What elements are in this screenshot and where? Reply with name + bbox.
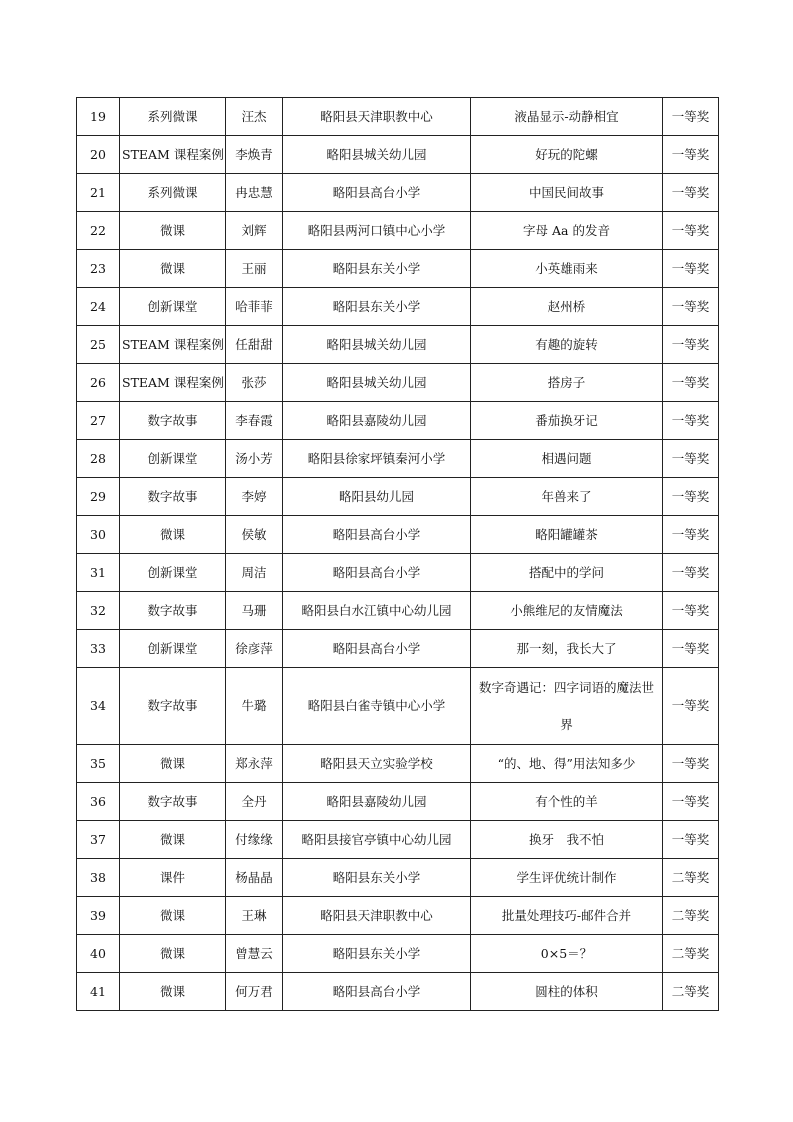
row-name: 李春霞 [226, 402, 283, 440]
row-name: 牛璐 [226, 668, 283, 745]
table-row [77, 174, 719, 212]
row-name: 周洁 [226, 554, 283, 592]
awards-table [76, 97, 719, 1011]
row-category: 数字故事 [120, 402, 226, 440]
row-school: 略阳县东关小学 [283, 288, 471, 326]
table-row [77, 402, 719, 440]
table-row [77, 212, 719, 250]
row-category: STEAM 课程案例 [120, 136, 226, 174]
row-name: 全丹 [226, 783, 283, 821]
row-school: 略阳县东关小学 [283, 859, 471, 897]
row-award: 一等奖 [663, 516, 719, 554]
row-school: 略阳县城关幼儿园 [283, 364, 471, 402]
row-number: 29 [77, 478, 120, 516]
row-school: 略阳县徐家坪镇秦河小学 [283, 440, 471, 478]
row-category: 系列微课 [120, 174, 226, 212]
row-name: 李婷 [226, 478, 283, 516]
row-work: 换牙 我不怕 [471, 821, 663, 859]
row-work: 批量处理技巧-邮件合并 [471, 897, 663, 935]
row-award: 一等奖 [663, 250, 719, 288]
row-number: 39 [77, 897, 120, 935]
row-name: 汪杰 [226, 98, 283, 136]
row-school: 略阳县高台小学 [283, 516, 471, 554]
row-work: “的、地、得”用法知多少 [471, 745, 663, 783]
row-award: 一等奖 [663, 630, 719, 668]
table-row [77, 440, 719, 478]
row-number: 21 [77, 174, 120, 212]
row-award: 一等奖 [663, 745, 719, 783]
row-name: 徐彦萍 [226, 630, 283, 668]
row-number: 27 [77, 402, 120, 440]
row-school: 略阳县天津职教中心 [283, 98, 471, 136]
row-category: 数字故事 [120, 783, 226, 821]
row-name: 曾慧云 [226, 935, 283, 973]
table-row [77, 288, 719, 326]
row-name: 郑永萍 [226, 745, 283, 783]
row-work: 小熊维尼的友情魔法 [471, 592, 663, 630]
row-number: 32 [77, 592, 120, 630]
row-number: 37 [77, 821, 120, 859]
table-row [77, 668, 719, 745]
table-row [77, 478, 719, 516]
row-work: 略阳罐罐茶 [471, 516, 663, 554]
row-work: 学生评优统计制作 [471, 859, 663, 897]
row-category: 微课 [120, 516, 226, 554]
row-name: 王琳 [226, 897, 283, 935]
row-category: STEAM 课程案例 [120, 326, 226, 364]
row-name: 哈菲菲 [226, 288, 283, 326]
row-name: 王丽 [226, 250, 283, 288]
row-award: 一等奖 [663, 174, 719, 212]
row-award: 二等奖 [663, 859, 719, 897]
row-school: 略阳县高台小学 [283, 630, 471, 668]
row-award: 一等奖 [663, 821, 719, 859]
row-name: 任甜甜 [226, 326, 283, 364]
row-award: 二等奖 [663, 935, 719, 973]
table-row [77, 136, 719, 174]
row-school: 略阳县两河口镇中心小学 [283, 212, 471, 250]
row-category: 数字故事 [120, 592, 226, 630]
row-award: 二等奖 [663, 897, 719, 935]
awards-table-body [77, 98, 719, 1011]
row-number: 33 [77, 630, 120, 668]
row-number: 38 [77, 859, 120, 897]
row-work: 中国民间故事 [471, 174, 663, 212]
row-work: 小英雄雨来 [471, 250, 663, 288]
row-category: 微课 [120, 935, 226, 973]
row-name: 汤小芳 [226, 440, 283, 478]
table-row [77, 897, 719, 935]
row-number: 35 [77, 745, 120, 783]
row-name: 马珊 [226, 592, 283, 630]
row-work: 圆柱的体积 [471, 973, 663, 1011]
row-category: 系列微课 [120, 98, 226, 136]
row-award: 二等奖 [663, 973, 719, 1011]
row-name: 何万君 [226, 973, 283, 1011]
row-category: 数字故事 [120, 478, 226, 516]
row-award: 一等奖 [663, 364, 719, 402]
row-award: 一等奖 [663, 554, 719, 592]
row-school: 略阳县城关幼儿园 [283, 136, 471, 174]
row-school: 略阳县幼儿园 [283, 478, 471, 516]
row-number: 30 [77, 516, 120, 554]
row-school: 略阳县天津职教中心 [283, 897, 471, 935]
row-work: 相遇问题 [471, 440, 663, 478]
table-row [77, 364, 719, 402]
row-award: 一等奖 [663, 440, 719, 478]
row-award: 一等奖 [663, 326, 719, 364]
row-number: 22 [77, 212, 120, 250]
row-category: 创新课堂 [120, 440, 226, 478]
table-row [77, 516, 719, 554]
row-number: 41 [77, 973, 120, 1011]
row-work: 有趣的旋转 [471, 326, 663, 364]
table-row [77, 98, 719, 136]
row-school: 略阳县东关小学 [283, 935, 471, 973]
row-work: 年兽来了 [471, 478, 663, 516]
table-row [77, 554, 719, 592]
table-row [77, 745, 719, 783]
row-work: 那一刻，我长大了 [471, 630, 663, 668]
row-school: 略阳县城关幼儿园 [283, 326, 471, 364]
row-work: 番茄换牙记 [471, 402, 663, 440]
row-number: 26 [77, 364, 120, 402]
row-award: 一等奖 [663, 668, 719, 745]
row-number: 34 [77, 668, 120, 745]
row-school: 略阳县高台小学 [283, 554, 471, 592]
row-award: 一等奖 [663, 592, 719, 630]
row-category: 微课 [120, 821, 226, 859]
row-work: 赵州桥 [471, 288, 663, 326]
row-work: 字母 Aa 的发音 [471, 212, 663, 250]
table-row [77, 326, 719, 364]
row-number: 31 [77, 554, 120, 592]
row-award: 一等奖 [663, 288, 719, 326]
row-category: 微课 [120, 897, 226, 935]
row-work: 好玩的陀螺 [471, 136, 663, 174]
table-row [77, 592, 719, 630]
row-school: 略阳县白水江镇中心幼儿园 [283, 592, 471, 630]
row-number: 23 [77, 250, 120, 288]
row-name: 付缘缘 [226, 821, 283, 859]
table-row [77, 935, 719, 973]
row-category: 创新课堂 [120, 630, 226, 668]
row-name: 冉忠慧 [226, 174, 283, 212]
row-number: 28 [77, 440, 120, 478]
row-number: 19 [77, 98, 120, 136]
row-school: 略阳县天立实验学校 [283, 745, 471, 783]
row-award: 一等奖 [663, 212, 719, 250]
row-school: 略阳县白雀寺镇中心小学 [283, 668, 471, 745]
row-school: 略阳县高台小学 [283, 174, 471, 212]
row-category: 微课 [120, 973, 226, 1011]
row-category: 课件 [120, 859, 226, 897]
row-name: 张莎 [226, 364, 283, 402]
row-school: 略阳县东关小学 [283, 250, 471, 288]
row-name: 侯敏 [226, 516, 283, 554]
row-category: 数字故事 [120, 668, 226, 745]
table-row [77, 973, 719, 1011]
row-award: 一等奖 [663, 783, 719, 821]
row-school: 略阳县嘉陵幼儿园 [283, 783, 471, 821]
row-name: 刘辉 [226, 212, 283, 250]
row-category: 微课 [120, 212, 226, 250]
row-work: 搭配中的学问 [471, 554, 663, 592]
row-category: 微课 [120, 745, 226, 783]
row-number: 24 [77, 288, 120, 326]
row-work: 数字奇遇记：四字词语的魔法世界 [471, 668, 663, 745]
row-category: 创新课堂 [120, 554, 226, 592]
row-number: 40 [77, 935, 120, 973]
row-award: 一等奖 [663, 136, 719, 174]
row-school: 略阳县高台小学 [283, 973, 471, 1011]
row-category: 创新课堂 [120, 288, 226, 326]
row-work: 液晶显示-动静相宜 [471, 98, 663, 136]
row-school: 略阳县接官亭镇中心幼儿园 [283, 821, 471, 859]
row-number: 36 [77, 783, 120, 821]
table-row [77, 250, 719, 288]
table-row [77, 630, 719, 668]
table-row [77, 783, 719, 821]
table-row [77, 821, 719, 859]
row-name: 杨晶晶 [226, 859, 283, 897]
row-work: 有个性的羊 [471, 783, 663, 821]
row-award: 一等奖 [663, 402, 719, 440]
row-category: STEAM 课程案例 [120, 364, 226, 402]
row-name: 李焕青 [226, 136, 283, 174]
row-work: 0×5＝？ [471, 935, 663, 973]
table-row [77, 859, 719, 897]
row-award: 一等奖 [663, 478, 719, 516]
row-school: 略阳县嘉陵幼儿园 [283, 402, 471, 440]
row-award: 一等奖 [663, 98, 719, 136]
row-category: 微课 [120, 250, 226, 288]
row-work: 搭房子 [471, 364, 663, 402]
row-number: 25 [77, 326, 120, 364]
row-number: 20 [77, 136, 120, 174]
